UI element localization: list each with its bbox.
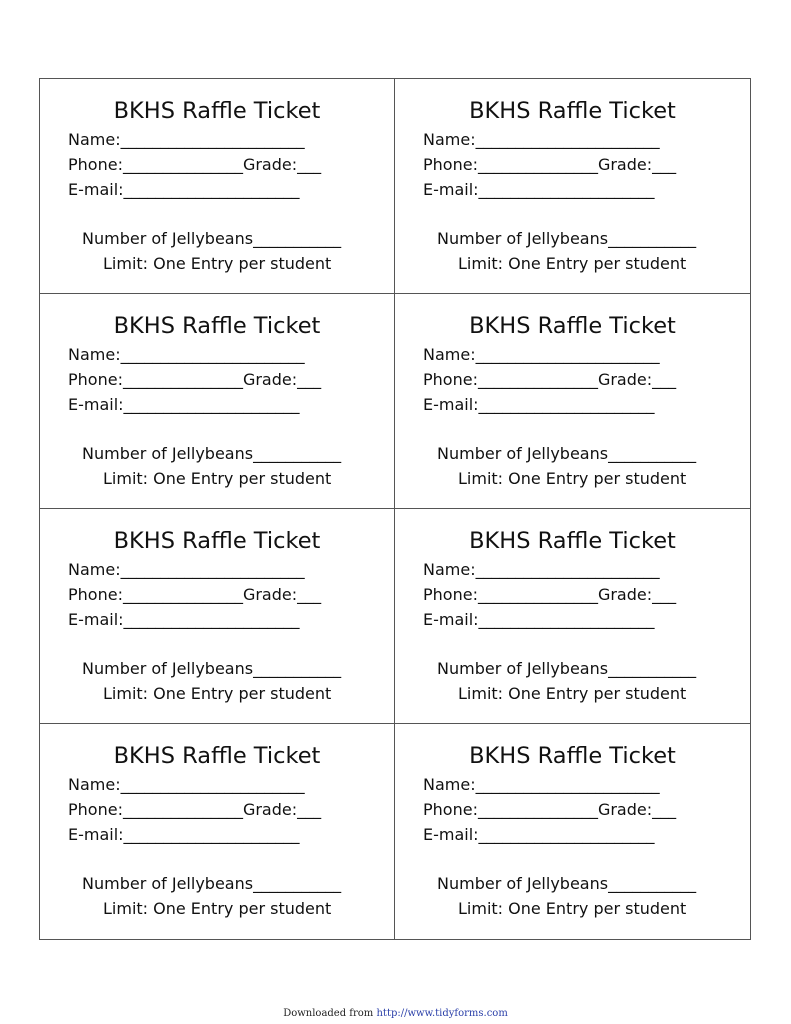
ticket-title: BKHS Raffle Ticket: [469, 313, 676, 339]
email-field-line: E-mail:______________________: [68, 180, 300, 199]
entry-limit-note: Limit: One Entry per student: [458, 899, 687, 918]
jellybeans-field-line: Number of Jellybeans___________: [437, 444, 697, 463]
email-field-line: E-mail:______________________: [68, 395, 300, 414]
ticket-title: BKHS Raffle Ticket: [113, 98, 321, 124]
entry-limit-note: Limit: One Entry per student: [103, 684, 332, 703]
name-field-line: Name:_______________________: [68, 345, 305, 364]
email-field-line: E-mail:______________________: [423, 825, 655, 844]
name-field-line: Name:_______________________: [423, 130, 660, 149]
raffle-ticket: [40, 294, 395, 509]
name-field-line: Name:_______________________: [68, 560, 305, 579]
raffle-ticket: [40, 79, 395, 294]
entry-limit-note: Limit: One Entry per student: [458, 469, 687, 488]
jellybeans-field-line: Number of Jellybeans___________: [437, 229, 697, 248]
ticket-title: BKHS Raffle Ticket: [469, 528, 676, 554]
entry-limit-note: Limit: One Entry per student: [458, 254, 687, 273]
jellybeans-field-line: Number of Jellybeans___________: [82, 229, 342, 248]
name-field-line: Name:_______________________: [68, 775, 305, 794]
email-field-line: E-mail:______________________: [68, 825, 300, 844]
footer-prefix: Downloaded from: [283, 1008, 374, 1019]
ticket-title: BKHS Raffle Ticket: [469, 98, 676, 124]
email-field-line: E-mail:______________________: [423, 610, 655, 629]
name-field-line: Name:_______________________: [423, 345, 660, 364]
raffle-ticket: [395, 79, 750, 294]
phone-grade-field-line: Phone:_______________Grade:___: [423, 155, 677, 174]
ticket-sheet: [39, 78, 751, 940]
jellybeans-field-line: Number of Jellybeans___________: [82, 444, 342, 463]
jellybeans-field-line: Number of Jellybeans___________: [437, 659, 697, 678]
phone-grade-field-line: Phone:_______________Grade:___: [68, 155, 322, 174]
raffle-ticket: [40, 724, 395, 939]
ticket-title: BKHS Raffle Ticket: [113, 528, 321, 554]
phone-grade-field-line: Phone:_______________Grade:___: [423, 800, 677, 819]
phone-grade-field-line: Phone:_______________Grade:___: [68, 800, 322, 819]
email-field-line: E-mail:______________________: [68, 610, 300, 629]
ticket-title: BKHS Raffle Ticket: [113, 313, 321, 339]
entry-limit-note: Limit: One Entry per student: [103, 899, 332, 918]
jellybeans-field-line: Number of Jellybeans___________: [82, 874, 342, 893]
jellybeans-field-line: Number of Jellybeans___________: [437, 874, 697, 893]
name-field-line: Name:_______________________: [68, 130, 305, 149]
ticket-title: BKHS Raffle Ticket: [113, 743, 321, 769]
ticket-title: BKHS Raffle Ticket: [469, 743, 676, 769]
raffle-ticket: [395, 294, 750, 509]
name-field-line: Name:_______________________: [423, 560, 660, 579]
download-footer: [0, 1007, 791, 1020]
email-field-line: E-mail:______________________: [423, 180, 655, 199]
raffle-ticket: [395, 509, 750, 724]
phone-grade-field-line: Phone:_______________Grade:___: [423, 585, 677, 604]
entry-limit-note: Limit: One Entry per student: [103, 254, 332, 273]
phone-grade-field-line: Phone:_______________Grade:___: [68, 585, 322, 604]
entry-limit-note: Limit: One Entry per student: [458, 684, 687, 703]
footer-link[interactable]: http://www.tidyforms.com: [376, 1008, 508, 1019]
email-field-line: E-mail:______________________: [423, 395, 655, 414]
phone-grade-field-line: Phone:_______________Grade:___: [68, 370, 322, 389]
jellybeans-field-line: Number of Jellybeans___________: [82, 659, 342, 678]
name-field-line: Name:_______________________: [423, 775, 660, 794]
phone-grade-field-line: Phone:_______________Grade:___: [423, 370, 677, 389]
raffle-ticket: [40, 509, 395, 724]
raffle-ticket: [395, 724, 750, 939]
entry-limit-note: Limit: One Entry per student: [103, 469, 332, 488]
